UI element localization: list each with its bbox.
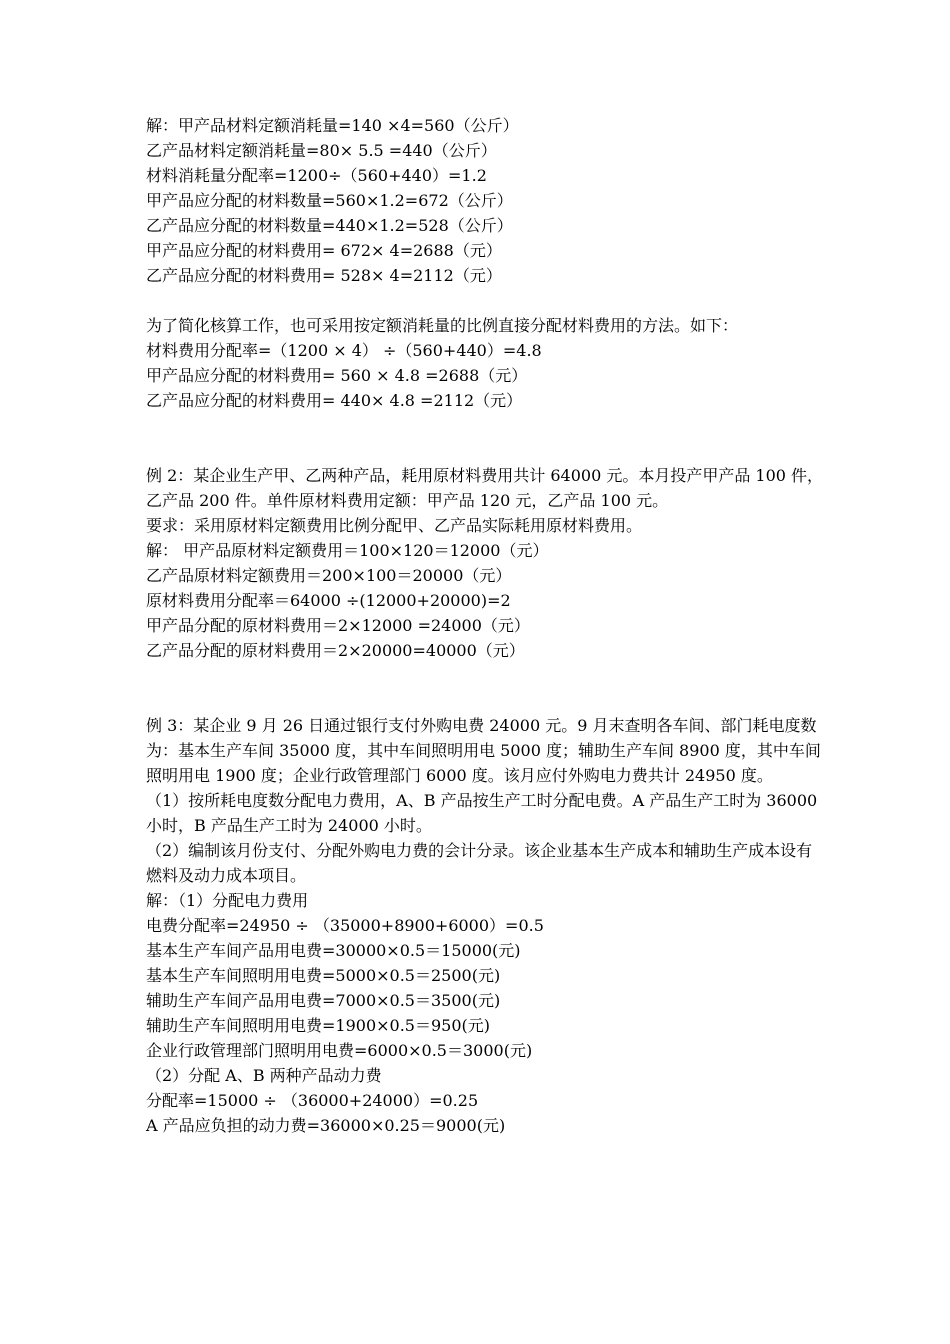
text-line: A 产品应负担的动力费=36000×0.25＝9000(元) [146, 1116, 506, 1135]
example1-solution [146, 113, 826, 288]
text-line: 辅助生产车间照明用电费=1900×0.5＝950(元) [146, 1016, 491, 1035]
text-line: 基本生产车间照明用电费=5000×0.5＝2500(元) [146, 966, 501, 985]
text-line: 材料消耗量分配率=1200÷（560+440）=1.2 [146, 166, 487, 185]
text-line: 例 3：某企业 9 月 26 日通过银行支付外购电费 24000 元。9 月末查明各车间、部门耗电度数为：基本生产车间 35000 度，其中车间照明用电 5000 度；辅助生产车间 8900 度，其中车间照明用电 1900 度；企业行政管理部门 6000 度。该月应付外购电力费共计 24950 度。 [146, 716, 821, 785]
text-line: （1）按所耗电度数分配电力费用，A、B 产品按生产工时分配电费。A 产品生产工时为 36000 小时，B 产品生产工时为 24000 小时。 [146, 791, 823, 835]
text-line: 甲产品分配的原材料费用＝2×12000 =24000（元） [146, 616, 530, 635]
text-line: 解：（1）分配电力费用 [146, 891, 309, 910]
text-line: 解：甲产品材料定额消耗量=140 ×4=560（公斤） [146, 116, 519, 135]
text-line: 乙产品材料定额消耗量=80× 5.5 =440（公斤） [146, 141, 497, 160]
text-line: （2）编制该月份支付、分配外购电力费的会计分录。该企业基本生产成本和辅助生产成本设有燃料及动力成本项目。 [146, 841, 813, 885]
text-line: 要求：采用原材料定额费用比例分配甲、乙产品实际耗用原材料费用。 [146, 516, 643, 535]
simplified-method [146, 313, 826, 413]
document-page [146, 113, 826, 1138]
text-line: 乙产品原材料定额费用＝200×100＝20000（元） [146, 566, 512, 585]
spacer [146, 288, 826, 313]
text-line: 乙产品应分配的材料数量=440×1.2=528（公斤） [146, 216, 513, 235]
text-line: 电费分配率=24950 ÷ （35000+8900+6000）=0.5 [146, 916, 544, 935]
text-line: 解： 甲产品原材料定额费用＝100×120＝12000（元） [146, 541, 549, 560]
text-line: 乙产品应分配的材料费用= 440× 4.8 =2112（元） [146, 391, 523, 410]
text-line: 甲产品应分配的材料费用= 560 × 4.8 =2688（元） [146, 366, 528, 385]
text-line: 为了简化核算工作，也可采用按定额消耗量的比例直接分配材料费用的方法。如下： [146, 316, 739, 335]
text-line: 例 2：某企业生产甲、乙两种产品，耗用原材料费用共计 64000 元。本月投产甲产品 100 件，乙产品 200 件。单件原材料费用定额：甲产品 120 元，乙产品 100 元。 [146, 466, 824, 510]
text-line: 材料费用分配率=（1200 × 4） ÷（560+440）=4.8 [146, 341, 542, 360]
text-line: 分配率=15000 ÷ （36000+24000）=0.25 [146, 1091, 479, 1110]
text-line: 甲产品应分配的材料数量=560×1.2=672（公斤） [146, 191, 513, 210]
text-line: 辅助生产车间产品用电费=7000×0.5＝3500(元) [146, 991, 501, 1010]
text-line: （2）分配 A、B 两种产品动力费 [146, 1066, 382, 1085]
example3 [146, 713, 826, 1138]
example2 [146, 463, 826, 663]
spacer [146, 413, 826, 463]
spacer [146, 663, 826, 713]
text-line: 企业行政管理部门照明用电费=6000×0.5＝3000(元) [146, 1041, 533, 1060]
text-line: 乙产品分配的原材料费用＝2×20000=40000（元） [146, 641, 525, 660]
text-line: 甲产品应分配的材料费用= 672× 4=2688（元） [146, 241, 502, 260]
text-line: 原材料费用分配率＝64000 ÷(12000+20000)=2 [146, 591, 511, 610]
text-line: 基本生产车间产品用电费=30000×0.5＝15000(元) [146, 941, 521, 960]
text-line: 乙产品应分配的材料费用= 528× 4=2112（元） [146, 266, 502, 285]
